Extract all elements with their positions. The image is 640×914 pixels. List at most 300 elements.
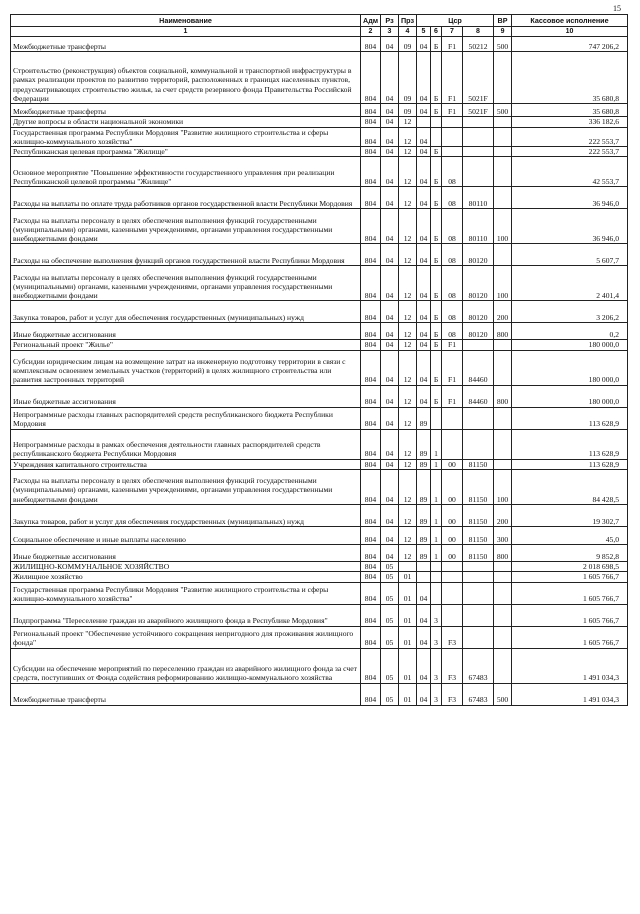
table-row [11, 266, 628, 301]
csr-part2: Б [431, 340, 442, 350]
col-number: 9 [494, 27, 512, 37]
vr-cell [494, 429, 512, 459]
row-name: Жилищное хозяйство [11, 572, 361, 582]
page-number: 15 [613, 4, 621, 13]
csr-part3 [442, 429, 463, 459]
csr-part4: 80120 [463, 244, 494, 266]
table-row [11, 582, 628, 604]
prz-cell: 12 [399, 545, 417, 562]
table-row [11, 117, 628, 127]
adm-cell: 804 [361, 117, 381, 127]
vr-cell [494, 350, 512, 385]
row-name: Расходы на обеспечение выполнения функций органов государственной власти Республики Мордовия [11, 244, 361, 266]
csr-part4 [463, 147, 494, 157]
csr-part3 [442, 604, 463, 626]
adm-cell: 804 [361, 626, 381, 648]
rz-cell: 05 [381, 648, 399, 683]
csr-part3: F1 [442, 104, 463, 117]
header-adm: Адм [361, 15, 381, 27]
prz-cell: 12 [399, 244, 417, 266]
csr-part4 [463, 340, 494, 350]
rz-cell: 04 [381, 545, 399, 562]
vr-cell: 100 [494, 266, 512, 301]
vr-cell: 500 [494, 104, 512, 117]
amount-cell: 84 428,5 [512, 470, 628, 505]
vr-cell [494, 562, 512, 572]
col-number: 4 [399, 27, 417, 37]
csr-part1: 04 [417, 385, 431, 407]
prz-cell: 01 [399, 604, 417, 626]
amount-cell: 222 553,7 [512, 127, 628, 147]
csr-part3: F3 [442, 626, 463, 648]
rz-cell: 04 [381, 104, 399, 117]
csr-part2: 1 [431, 505, 442, 527]
table-row [11, 37, 628, 52]
csr-part3: 08 [442, 266, 463, 301]
csr-part2 [431, 127, 442, 147]
row-name: Закупка товаров, работ и услуг для обеспечения государственных (муниципальных) нужд [11, 505, 361, 527]
row-name: Государственная программа Республики Мордовия "Развитие жилищного строительства и сферы жилищно-коммунального хозяйства" [11, 127, 361, 147]
row-name: Расходы на выплаты персоналу в целях обеспечения выполнения функций государственными (муниципальными) органами, казенными учреждениями, органами управления государственными внебюджетными фондами [11, 266, 361, 301]
csr-part2: Б [431, 350, 442, 385]
csr-part1 [417, 562, 431, 572]
amount-cell: 2 401,4 [512, 266, 628, 301]
csr-part4: 81150 [463, 459, 494, 469]
table-row [11, 562, 628, 572]
rz-cell: 04 [381, 429, 399, 459]
adm-cell: 804 [361, 562, 381, 572]
csr-part2: 3 [431, 604, 442, 626]
table-row [11, 505, 628, 527]
csr-part4 [463, 407, 494, 429]
csr-part4 [463, 582, 494, 604]
table-row [11, 683, 628, 705]
rz-cell: 04 [381, 527, 399, 545]
amount-cell: 180 000,0 [512, 350, 628, 385]
header-kass: Кассовое исполнение [512, 15, 628, 27]
rz-cell: 04 [381, 187, 399, 209]
csr-part3: F1 [442, 52, 463, 104]
csr-part2: 3 [431, 648, 442, 683]
rz-cell: 04 [381, 385, 399, 407]
table-row [11, 147, 628, 157]
csr-part3: F1 [442, 350, 463, 385]
adm-cell: 804 [361, 545, 381, 562]
row-name: Другие вопросы в области национальной экономики [11, 117, 361, 127]
row-name: ЖИЛИЩНО-КОММУНАЛЬНОЕ ХОЗЯЙСТВО [11, 562, 361, 572]
vr-cell [494, 340, 512, 350]
csr-part3: 08 [442, 209, 463, 244]
amount-cell: 19 302,7 [512, 505, 628, 527]
rz-cell: 05 [381, 626, 399, 648]
header-vr: ВР [494, 15, 512, 27]
csr-part4: 80120 [463, 301, 494, 323]
csr-part4: 5021F [463, 52, 494, 104]
csr-part3 [442, 582, 463, 604]
prz-cell: 12 [399, 470, 417, 505]
csr-part3: F1 [442, 340, 463, 350]
prz-cell: 12 [399, 527, 417, 545]
table-row [11, 626, 628, 648]
rz-cell: 05 [381, 582, 399, 604]
csr-part4 [463, 157, 494, 187]
csr-part1: 04 [417, 323, 431, 340]
csr-part2: Б [431, 157, 442, 187]
csr-part2: Б [431, 244, 442, 266]
amount-cell: 113 628,9 [512, 429, 628, 459]
row-name: Закупка товаров, работ и услуг для обеспечения государственных (муниципальных) нужд [11, 301, 361, 323]
csr-part3: F1 [442, 385, 463, 407]
csr-part3 [442, 572, 463, 582]
amount-cell: 1 605 766,7 [512, 572, 628, 582]
row-name: Расходы на выплаты по оплате труда работников органов государственной власти Республики Мордовия [11, 187, 361, 209]
vr-cell: 100 [494, 470, 512, 505]
csr-part2 [431, 582, 442, 604]
csr-part3 [442, 127, 463, 147]
adm-cell: 804 [361, 429, 381, 459]
budget-table [10, 14, 628, 706]
column-number-row [11, 27, 628, 37]
csr-part1: 04 [417, 127, 431, 147]
csr-part4: 80120 [463, 266, 494, 301]
row-name: Социальное обеспечение и иные выплаты населению [11, 527, 361, 545]
csr-part1: 04 [417, 147, 431, 157]
csr-part4 [463, 604, 494, 626]
adm-cell: 804 [361, 52, 381, 104]
csr-part1: 89 [417, 505, 431, 527]
csr-part1: 04 [417, 37, 431, 52]
rz-cell: 04 [381, 470, 399, 505]
vr-cell [494, 582, 512, 604]
prz-cell: 12 [399, 157, 417, 187]
csr-part4 [463, 572, 494, 582]
csr-part3: F3 [442, 683, 463, 705]
csr-part1: 89 [417, 470, 431, 505]
row-name: Региональный проект "Жилье" [11, 340, 361, 350]
vr-cell [494, 127, 512, 147]
csr-part2: Б [431, 301, 442, 323]
amount-cell: 1 491 034,3 [512, 683, 628, 705]
vr-cell: 800 [494, 545, 512, 562]
amount-cell: 2 018 698,5 [512, 562, 628, 572]
csr-part1: 04 [417, 604, 431, 626]
csr-part4: 81150 [463, 545, 494, 562]
prz-cell: 01 [399, 582, 417, 604]
csr-part3 [442, 407, 463, 429]
adm-cell: 804 [361, 127, 381, 147]
csr-part2: 1 [431, 527, 442, 545]
row-name: Подпрограмма "Переселение граждан из аварийного жилищного фонда в Республике Мордовия" [11, 604, 361, 626]
vr-cell: 200 [494, 505, 512, 527]
adm-cell: 804 [361, 505, 381, 527]
csr-part1: 04 [417, 340, 431, 350]
csr-part1: 89 [417, 545, 431, 562]
adm-cell: 804 [361, 470, 381, 505]
adm-cell: 804 [361, 683, 381, 705]
csr-part2: Б [431, 104, 442, 117]
adm-cell: 804 [361, 604, 381, 626]
rz-cell: 04 [381, 340, 399, 350]
row-name: Субсидии юридическим лицам на возмещение затрат на инженерную подготовку территории в связи с комплексным освоением земельных участков (территорий) в целях жилищного строительства или развития застроенных территорий [11, 350, 361, 385]
csr-part3 [442, 117, 463, 127]
csr-part1: 04 [417, 209, 431, 244]
csr-part1: 04 [417, 187, 431, 209]
table-row [11, 385, 628, 407]
prz-cell: 09 [399, 37, 417, 52]
table-row [11, 459, 628, 469]
amount-cell: 36 946,0 [512, 209, 628, 244]
prz-cell: 01 [399, 572, 417, 582]
table-row [11, 301, 628, 323]
rz-cell: 05 [381, 562, 399, 572]
vr-cell [494, 147, 512, 157]
csr-part4: 5021F [463, 104, 494, 117]
csr-part1: 89 [417, 459, 431, 469]
row-name: Непрограммные расходы в рамках обеспечения деятельности главных распорядителей средств республиканского бюджета Республики Мордовия [11, 429, 361, 459]
csr-part2 [431, 562, 442, 572]
csr-part2 [431, 572, 442, 582]
csr-part4: 84460 [463, 350, 494, 385]
csr-part3 [442, 147, 463, 157]
rz-cell: 04 [381, 37, 399, 52]
csr-part2: Б [431, 323, 442, 340]
amount-cell: 1 605 766,7 [512, 626, 628, 648]
csr-part2 [431, 117, 442, 127]
csr-part1: 04 [417, 626, 431, 648]
header-prz: Прз [399, 15, 417, 27]
vr-cell [494, 117, 512, 127]
csr-part2 [431, 407, 442, 429]
row-name: Государственная программа Республики Мордовия "Развитие жилищного строительства и сферы жилищно-коммунального хозяйства" [11, 582, 361, 604]
csr-part4: 50212 [463, 37, 494, 52]
header-csr: Цср [417, 15, 494, 27]
table-row [11, 127, 628, 147]
adm-cell: 804 [361, 407, 381, 429]
csr-part1: 04 [417, 266, 431, 301]
prz-cell: 12 [399, 209, 417, 244]
prz-cell: 12 [399, 266, 417, 301]
col-number: 6 [431, 27, 442, 37]
row-name: Иные бюджетные ассигнования [11, 385, 361, 407]
csr-part1: 04 [417, 582, 431, 604]
rz-cell: 05 [381, 683, 399, 705]
amount-cell: 35 680,8 [512, 104, 628, 117]
csr-part3: 00 [442, 545, 463, 562]
vr-cell [494, 407, 512, 429]
vr-cell [494, 648, 512, 683]
amount-cell: 180 000,0 [512, 385, 628, 407]
prz-cell: 12 [399, 187, 417, 209]
vr-cell: 200 [494, 301, 512, 323]
vr-cell [494, 626, 512, 648]
table-row [11, 407, 628, 429]
rz-cell: 04 [381, 266, 399, 301]
table-row [11, 648, 628, 683]
vr-cell [494, 572, 512, 582]
csr-part2: 3 [431, 683, 442, 705]
row-name: Строительство (реконструкция) объектов социальной, коммунальной и транспортной инфраструктуры в рамках реализации проектов по развитию территорий, расположенных в границах населенных пунктов, предусматривающих строительство жилья, за счет средств резервного фонда Правительства Российской Федерации [11, 52, 361, 104]
csr-part2: Б [431, 209, 442, 244]
prz-cell: 12 [399, 117, 417, 127]
prz-cell: 12 [399, 350, 417, 385]
col-number: 1 [11, 27, 361, 37]
row-name: Межбюджетные трансферты [11, 37, 361, 52]
csr-part4 [463, 117, 494, 127]
row-name: Субсидии на обеспечение мероприятий по переселению граждан из аварийного жилищного фонда за счет средств, поступивших от Фонда содействия реформированию жилищно-коммунального хозяйства [11, 648, 361, 683]
amount-cell: 222 553,7 [512, 147, 628, 157]
csr-part2: 1 [431, 545, 442, 562]
csr-part4: 80120 [463, 323, 494, 340]
vr-cell: 800 [494, 385, 512, 407]
rz-cell: 05 [381, 572, 399, 582]
amount-cell: 1 605 766,7 [512, 582, 628, 604]
csr-part4: 80110 [463, 209, 494, 244]
csr-part2: Б [431, 147, 442, 157]
csr-part2: Б [431, 187, 442, 209]
csr-part1: 04 [417, 244, 431, 266]
adm-cell: 804 [361, 340, 381, 350]
table-row [11, 350, 628, 385]
table-row [11, 429, 628, 459]
csr-part3: 08 [442, 323, 463, 340]
prz-cell: 12 [399, 323, 417, 340]
csr-part4: 67483 [463, 648, 494, 683]
csr-part3: 00 [442, 527, 463, 545]
csr-part4 [463, 429, 494, 459]
prz-cell: 12 [399, 459, 417, 469]
table-row [11, 470, 628, 505]
amount-cell: 45,0 [512, 527, 628, 545]
csr-part2: Б [431, 385, 442, 407]
amount-cell: 9 852,8 [512, 545, 628, 562]
vr-cell [494, 157, 512, 187]
amount-cell: 42 553,7 [512, 157, 628, 187]
table-row [11, 104, 628, 117]
adm-cell: 804 [361, 459, 381, 469]
col-number: 10 [512, 27, 628, 37]
rz-cell: 04 [381, 147, 399, 157]
amount-cell: 113 628,9 [512, 407, 628, 429]
adm-cell: 804 [361, 147, 381, 157]
amount-cell: 35 680,8 [512, 52, 628, 104]
vr-cell [494, 244, 512, 266]
csr-part1: 04 [417, 52, 431, 104]
csr-part1: 04 [417, 157, 431, 187]
csr-part2: Б [431, 266, 442, 301]
table-row [11, 187, 628, 209]
csr-part2: Б [431, 37, 442, 52]
col-number: 3 [381, 27, 399, 37]
adm-cell: 804 [361, 104, 381, 117]
table-row [11, 340, 628, 350]
table-row [11, 244, 628, 266]
csr-part1: 89 [417, 407, 431, 429]
table-row [11, 157, 628, 187]
rz-cell: 04 [381, 301, 399, 323]
row-name: Непрограммные расходы главных распорядителей средств республиканского бюджета Республики Мордовия [11, 407, 361, 429]
csr-part3: 00 [442, 459, 463, 469]
adm-cell: 804 [361, 572, 381, 582]
amount-cell: 3 206,2 [512, 301, 628, 323]
csr-part3: F3 [442, 648, 463, 683]
table-row [11, 572, 628, 582]
amount-cell: 113 628,9 [512, 459, 628, 469]
rz-cell: 04 [381, 52, 399, 104]
amount-cell: 336 182,6 [512, 117, 628, 127]
csr-part1: 04 [417, 648, 431, 683]
rz-cell: 05 [381, 604, 399, 626]
table-body [11, 37, 628, 705]
table-row [11, 527, 628, 545]
table-row [11, 52, 628, 104]
rz-cell: 04 [381, 323, 399, 340]
amount-cell: 747 206,2 [512, 37, 628, 52]
rz-cell: 04 [381, 157, 399, 187]
table-row [11, 209, 628, 244]
adm-cell: 804 [361, 266, 381, 301]
amount-cell: 180 000,0 [512, 340, 628, 350]
row-name: Иные бюджетные ассигнования [11, 545, 361, 562]
table-row [11, 545, 628, 562]
prz-cell: 12 [399, 407, 417, 429]
adm-cell: 804 [361, 187, 381, 209]
csr-part2: 1 [431, 459, 442, 469]
prz-cell: 01 [399, 683, 417, 705]
adm-cell: 804 [361, 301, 381, 323]
csr-part1 [417, 572, 431, 582]
vr-cell [494, 187, 512, 209]
rz-cell: 04 [381, 407, 399, 429]
prz-cell: 12 [399, 385, 417, 407]
rz-cell: 04 [381, 459, 399, 469]
csr-part4 [463, 626, 494, 648]
csr-part3: 08 [442, 187, 463, 209]
row-name: Межбюджетные трансферты [11, 104, 361, 117]
vr-cell: 500 [494, 683, 512, 705]
adm-cell: 804 [361, 244, 381, 266]
table-row [11, 604, 628, 626]
csr-part4: 80110 [463, 187, 494, 209]
prz-cell: 12 [399, 127, 417, 147]
prz-cell: 12 [399, 147, 417, 157]
adm-cell: 804 [361, 323, 381, 340]
amount-cell: 0,2 [512, 323, 628, 340]
adm-cell: 804 [361, 157, 381, 187]
prz-cell: 01 [399, 648, 417, 683]
row-name: Основное мероприятие "Повышение эффективности государственного управления при реализации Республиканской целевой программы "Жилище" [11, 157, 361, 187]
csr-part1: 89 [417, 527, 431, 545]
header-rz: Рз [381, 15, 399, 27]
csr-part1: 04 [417, 104, 431, 117]
csr-part3: 00 [442, 470, 463, 505]
col-number: 8 [463, 27, 494, 37]
csr-part4 [463, 127, 494, 147]
header-row [11, 15, 628, 27]
col-number: 7 [442, 27, 463, 37]
prz-cell [399, 562, 417, 572]
vr-cell: 100 [494, 209, 512, 244]
csr-part3: 08 [442, 244, 463, 266]
rz-cell: 04 [381, 244, 399, 266]
row-name: Расходы на выплаты персоналу в целях обеспечения выполнения функций государственными (муниципальными) органами, казенными учреждениями, органами управления государственными внебюджетными фондами [11, 209, 361, 244]
csr-part3: 08 [442, 157, 463, 187]
vr-cell: 800 [494, 323, 512, 340]
csr-part4: 81150 [463, 470, 494, 505]
vr-cell: 500 [494, 37, 512, 52]
prz-cell: 12 [399, 301, 417, 323]
amount-cell: 36 946,0 [512, 187, 628, 209]
rz-cell: 04 [381, 117, 399, 127]
